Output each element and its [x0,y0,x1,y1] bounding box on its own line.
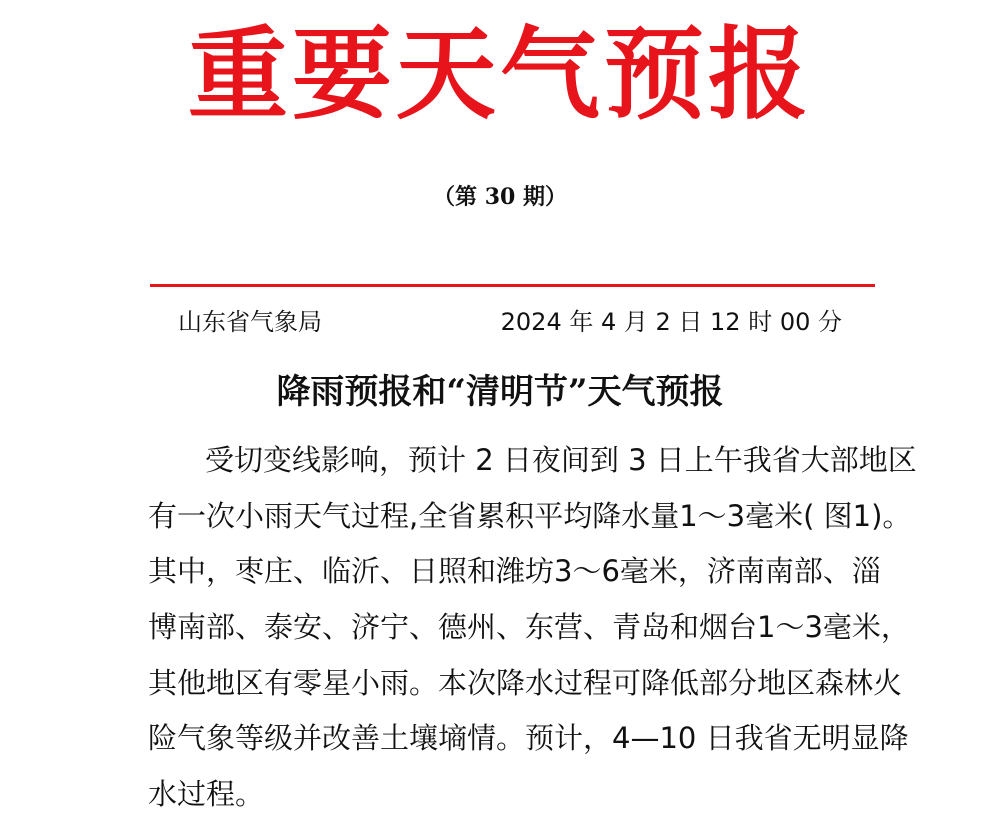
article-heading: 降雨预报和“清明节”天气预报 [276,372,724,412]
body-line: 博南部、泰安、济宁、德州、东营、青岛和烟台1～3毫米， [148,610,910,645]
body-line: 有一次小雨天气过程,全省累积平均降水量1～3毫米( 图1)。 [148,498,912,533]
body-line: 受切变线影响，预计 2 日夜间到 3 日上午我省大部地区 [205,443,917,477]
issuing-organization: 山东省气象局 [178,308,322,336]
article-body [148,436,917,826]
document-title: 重要天气预报 [188,15,812,133]
issue-date: 2024 年 4 月 2 日 12 时 00 分 [500,308,842,336]
red-divider [150,284,875,287]
body-line: 其中，枣庄、临沂、日照和潍坊3～6毫米，济南南部、淄 [148,554,881,589]
body-line: 其他地区有零星小雨。本次降水过程可降低部分地区森林火 [148,665,903,700]
body-line: 水过程。 [148,777,265,812]
issue-number: （第 30 期） [433,184,567,210]
body-line: 险气象等级并改善土壤墒情。预计，4—10 日我省无明显降 [148,721,909,756]
